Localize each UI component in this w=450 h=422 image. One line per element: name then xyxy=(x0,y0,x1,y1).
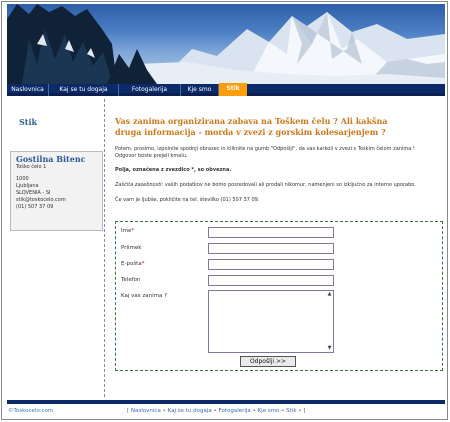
nav-item-kaj-se-tu-dogaja[interactable]: Kaj se tu dogaja xyxy=(49,84,119,96)
required-marker: * xyxy=(141,261,145,267)
footer-bar xyxy=(7,400,445,404)
contact-email[interactable]: stik@toskocelo.com xyxy=(16,197,66,203)
required-note-text: Polja, označena z zvezdico *, so obvezna. xyxy=(115,167,232,173)
ime-input[interactable] xyxy=(208,227,334,238)
contact-form xyxy=(115,221,443,371)
required-note xyxy=(115,167,435,174)
contact-country: SLOVENIA - SI xyxy=(16,190,51,196)
nav-item-naslovnica[interactable]: Naslovnica xyxy=(7,84,49,96)
privacy-text: : vaših podatkov ne bomo posredovali ali prodali nikomur, namenjeni so izključno za interno uporabo. xyxy=(161,182,416,188)
intro-text: Potem, prosimo, izpolnite spodnji obrazec in kliknite na gumb "Odpošlji", da vas karkoli v zvezi s Toškim čelom zanima ! Odgovor boste prejeli kmalu. xyxy=(115,146,415,159)
contact-name: Gostilna Bitenc xyxy=(16,154,86,164)
footer-link-naslovnica[interactable]: Naslovnica xyxy=(130,408,161,414)
submit-button[interactable]: Odpošlji >> xyxy=(240,356,296,367)
contact-address-line: Toško čelo 1 xyxy=(16,164,47,170)
scroll-up-arrow-icon[interactable]: ▲ xyxy=(327,291,332,297)
footer-copyright[interactable]: ©Toskocelo.com xyxy=(8,408,54,414)
field-label-ime-text: Ime xyxy=(121,228,132,234)
footer-link-fotogalerija[interactable]: Fotogalerija xyxy=(218,408,251,414)
priimek-input[interactable] xyxy=(208,243,334,254)
phone-note: Če vam je ljubše, pokličite na tel. številko (01) 507 37 09. xyxy=(115,197,260,203)
field-label-ime xyxy=(121,228,134,234)
footer-bracket-open: [ xyxy=(127,408,130,414)
page-heading: Vas zanima organizirana zabava na Toškem čelu ? Ali kakšna druga informacija - morda v zvezi z gorskim kolesarjenjem ? xyxy=(115,116,388,137)
message-textarea[interactable] xyxy=(208,290,334,353)
page-frame xyxy=(1,1,448,420)
contact-card xyxy=(10,151,103,231)
field-label-eposta-text: E-pošta xyxy=(121,261,142,267)
footer-bracket-close: ] xyxy=(303,408,306,414)
privacy-note xyxy=(115,182,435,189)
field-label-eposta xyxy=(121,261,144,267)
nav-item-stik[interactable]: Stik xyxy=(219,83,247,96)
field-label-telefon xyxy=(121,277,141,283)
contact-city: Ljubljana xyxy=(16,183,39,189)
footer-separator: • xyxy=(281,408,285,414)
main-navigation xyxy=(7,84,445,96)
footer-separator: • xyxy=(213,408,217,414)
message-label: Kaj vas zanima ? xyxy=(121,293,168,299)
sidebar xyxy=(7,99,105,397)
footer-separator: • xyxy=(162,408,166,414)
mountain-scenery-illustration xyxy=(7,4,445,84)
footer-link-stik[interactable]: Stik xyxy=(286,408,297,414)
footer-link-kaj-se-tu-dogaja[interactable]: Kaj se tu dogaja xyxy=(167,408,212,414)
privacy-label: Zaščita zasebnosti xyxy=(115,182,162,188)
field-label-telefon-text: Telefon xyxy=(121,277,141,283)
field-label-priimek-text: Priimek xyxy=(121,245,142,251)
required-marker: * xyxy=(131,228,135,234)
footer-link-kje-smo[interactable]: Kje smo xyxy=(257,408,280,414)
eposta-input[interactable] xyxy=(208,259,334,270)
footer-navigation xyxy=(127,408,305,414)
field-label-priimek xyxy=(121,245,141,251)
header-banner-image xyxy=(7,4,445,84)
telefon-input[interactable] xyxy=(208,275,334,286)
nav-item-kje-smo[interactable]: Kje smo xyxy=(181,84,219,96)
footer-separator: • xyxy=(252,408,256,414)
nav-item-fotogalerija[interactable]: Fotogalerija xyxy=(119,84,181,96)
main-content xyxy=(115,99,445,399)
sidebar-title: Stik xyxy=(19,117,38,127)
scroll-down-arrow-icon[interactable]: ▼ xyxy=(327,345,332,351)
contact-postcode: 1000 xyxy=(16,176,29,182)
contact-phone: (01) 507 37 09 xyxy=(16,204,54,210)
footer-separator: • xyxy=(298,408,302,414)
